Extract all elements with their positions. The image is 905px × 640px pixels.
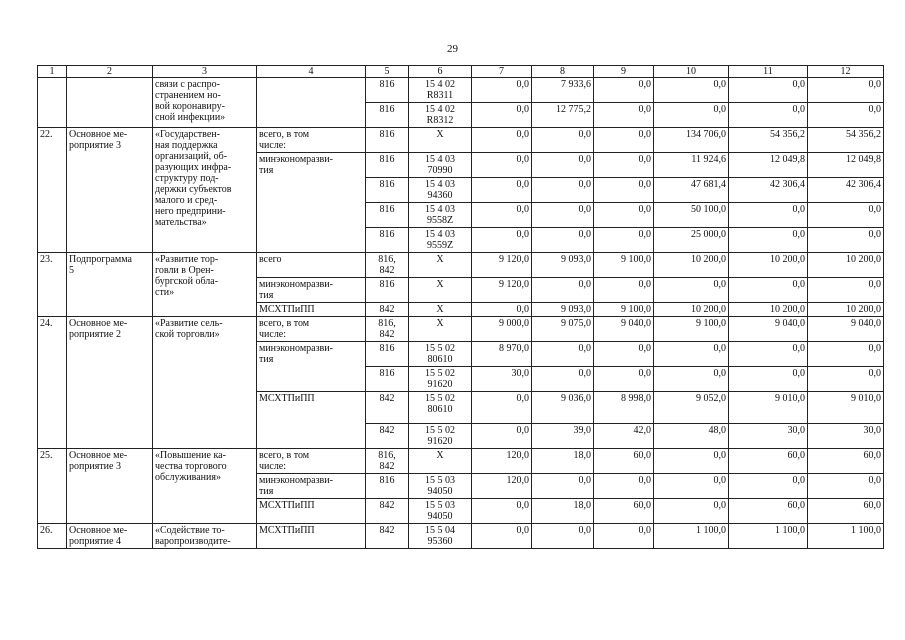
table-cell: 8 998,0 (594, 392, 654, 424)
table-cell: 0,0 (729, 228, 808, 253)
table-cell: 10 200,0 (729, 253, 808, 278)
table-cell: 9 075,0 (532, 317, 594, 342)
table-cell: 0,0 (594, 153, 654, 178)
table-row (38, 78, 884, 103)
table-cell: 0,0 (532, 342, 594, 367)
table-cell: 0,0 (729, 78, 808, 103)
table-cell: 1 100,0 (729, 524, 808, 549)
table-cell: 47 681,4 (654, 178, 729, 203)
table-cell: 0,0 (594, 203, 654, 228)
table-cell: 0,0 (808, 103, 884, 128)
table-cell: 0,0 (532, 178, 594, 203)
table-cell: 816 (366, 367, 409, 392)
table-row (38, 317, 884, 342)
table-cell: X (409, 278, 472, 303)
table-cell: 0,0 (654, 499, 729, 524)
table-cell: 18,0 (532, 449, 594, 474)
table-cell: 0,0 (472, 524, 532, 549)
table-cell: 15 5 02 91620 (409, 424, 472, 449)
table-cell: 816 (366, 153, 409, 178)
table-cell: 48,0 (654, 424, 729, 449)
table-cell: 23. (38, 253, 67, 317)
table-cell: Основное ме- роприятие 4 (67, 524, 153, 549)
table-cell: 120,0 (472, 474, 532, 499)
table-cell: 0,0 (472, 103, 532, 128)
table-row (38, 253, 884, 278)
table-cell: 9 120,0 (472, 253, 532, 278)
column-header: 5 (366, 66, 409, 78)
table-cell: 54 356,2 (729, 128, 808, 153)
table-cell: 50 100,0 (654, 203, 729, 228)
table-cell: 816 (366, 78, 409, 103)
table-cell: X (409, 449, 472, 474)
column-header: 7 (472, 66, 532, 78)
table-cell: 816, 842 (366, 317, 409, 342)
table-cell: 42 306,4 (729, 178, 808, 203)
table-cell: 0,0 (654, 278, 729, 303)
table-cell: 816 (366, 103, 409, 128)
table-cell: 816 (366, 178, 409, 203)
table-cell: 0,0 (808, 228, 884, 253)
table-cell: 54 356,2 (808, 128, 884, 153)
table-cell: 0,0 (532, 474, 594, 499)
column-header: 4 (257, 66, 366, 78)
table-cell: 15 5 03 94050 (409, 474, 472, 499)
table-cell: МСХТПиПП (257, 524, 366, 549)
table-cell: 9 036,0 (532, 392, 594, 424)
table-cell: 816 (366, 278, 409, 303)
table-cell: 0,0 (472, 499, 532, 524)
table-cell: 0,0 (594, 367, 654, 392)
table-cell: 15 5 04 95360 (409, 524, 472, 549)
table-cell: 0,0 (532, 153, 594, 178)
table-cell: 9 100,0 (594, 303, 654, 317)
table-cell: 12 049,8 (729, 153, 808, 178)
table-cell: 30,0 (472, 367, 532, 392)
table-cell: 0,0 (594, 524, 654, 549)
table-cell: 60,0 (729, 499, 808, 524)
table-cell: 10 200,0 (808, 303, 884, 317)
table-cell (38, 78, 67, 128)
table-cell: «Развитие тор- говли в Орен- бургской обла- сти» (153, 253, 257, 317)
column-header: 6 (409, 66, 472, 78)
table-cell: «Развитие сель- ской торговли» (153, 317, 257, 449)
column-header: 1 (38, 66, 67, 78)
table-cell: 0,0 (654, 474, 729, 499)
table-cell: 10 200,0 (654, 303, 729, 317)
table-cell: 816 (366, 203, 409, 228)
table-cell: 30,0 (808, 424, 884, 449)
table-cell: 7 933,6 (532, 78, 594, 103)
table-cell: всего, в том числе: (257, 128, 366, 153)
table-cell: X (409, 317, 472, 342)
header-row (38, 66, 884, 78)
table-cell: X (409, 253, 472, 278)
table-cell: 60,0 (808, 499, 884, 524)
table-cell: 0,0 (472, 178, 532, 203)
table-cell: минэкономразви- тия (257, 278, 366, 303)
table-cell: 0,0 (654, 103, 729, 128)
table-cell: 10 200,0 (654, 253, 729, 278)
table-cell: 18,0 (532, 499, 594, 524)
table-cell: 0,0 (654, 342, 729, 367)
table-cell: 0,0 (532, 203, 594, 228)
table-cell: 0,0 (808, 342, 884, 367)
table-cell: 15 5 03 94050 (409, 499, 472, 524)
table-cell: 0,0 (472, 392, 532, 424)
table-cell: «Государствен- ная поддержка организаций, об- разующих инфра- структуру под- держки субъектов малого и сред- него предприни- мательства» (153, 128, 257, 253)
table-cell: 0,0 (729, 103, 808, 128)
column-header: 3 (153, 66, 257, 78)
table-cell: 816 (366, 128, 409, 153)
table-cell: 816, 842 (366, 449, 409, 474)
table-cell: всего (257, 253, 366, 278)
table-cell: 60,0 (594, 499, 654, 524)
table-cell: 0,0 (594, 278, 654, 303)
table-cell: 0,0 (472, 153, 532, 178)
table-cell: 11 924,6 (654, 153, 729, 178)
table-body (38, 78, 884, 549)
table-cell: 10 200,0 (729, 303, 808, 317)
table-cell: 816, 842 (366, 253, 409, 278)
table-cell: 0,0 (472, 203, 532, 228)
table-cell: 0,0 (808, 78, 884, 103)
table-cell: 60,0 (729, 449, 808, 474)
column-header: 8 (532, 66, 594, 78)
table-cell: 842 (366, 499, 409, 524)
table-cell: связи с распро- странением но- вой коронавиру- сной инфекции» (153, 78, 257, 128)
table-cell: 0,0 (594, 228, 654, 253)
table-cell: X (409, 303, 472, 317)
table-row (38, 449, 884, 474)
table-cell: Основное ме- роприятие 3 (67, 449, 153, 524)
table-cell: 9 100,0 (654, 317, 729, 342)
table-cell (257, 78, 366, 128)
table-cell: 0,0 (808, 278, 884, 303)
table-cell: МСХТПиПП (257, 303, 366, 317)
table-cell: 15 4 02 R8311 (409, 78, 472, 103)
table-cell: «Повышение ка- чества торгового обслуживания» (153, 449, 257, 524)
table-cell: 9 093,0 (532, 303, 594, 317)
table-cell: 9 040,0 (594, 317, 654, 342)
table-cell: 134 706,0 (654, 128, 729, 153)
table-cell: 0,0 (472, 424, 532, 449)
table-cell: 15 5 02 80610 (409, 342, 472, 367)
table-cell (67, 78, 153, 128)
table-cell: 0,0 (594, 78, 654, 103)
table-cell: 0,0 (532, 367, 594, 392)
table-cell: 0,0 (472, 303, 532, 317)
table-cell: 9 040,0 (808, 317, 884, 342)
table-cell: 15 5 02 91620 (409, 367, 472, 392)
table-row (38, 128, 884, 153)
table-cell: 0,0 (729, 342, 808, 367)
table-cell: минэкономразви- тия (257, 342, 366, 392)
table-cell: 9 100,0 (594, 253, 654, 278)
table-cell: 9 120,0 (472, 278, 532, 303)
table-cell: минэкономразви- тия (257, 153, 366, 253)
table-cell: 25 000,0 (654, 228, 729, 253)
table-row (38, 524, 884, 549)
table-cell: 816 (366, 228, 409, 253)
table-cell: МСХТПиПП (257, 392, 366, 449)
table-cell: 0,0 (594, 474, 654, 499)
table-cell: Основное ме- роприятие 2 (67, 317, 153, 449)
table-cell: 0,0 (594, 178, 654, 203)
column-header: 10 (654, 66, 729, 78)
table-cell: 15 4 03 94360 (409, 178, 472, 203)
table-cell: всего, в том числе: (257, 317, 366, 342)
table-cell: 0,0 (729, 203, 808, 228)
column-header: 11 (729, 66, 808, 78)
table-cell: 30,0 (729, 424, 808, 449)
table-cell: 0,0 (808, 474, 884, 499)
table-cell: 842 (366, 424, 409, 449)
table-cell: 0,0 (472, 78, 532, 103)
table-cell: всего, в том числе: (257, 449, 366, 474)
table-cell: 0,0 (532, 278, 594, 303)
table-cell: 0,0 (654, 78, 729, 103)
table-cell: 24. (38, 317, 67, 449)
table-cell: 0,0 (654, 367, 729, 392)
table-cell: 22. (38, 128, 67, 253)
table-cell: 0,0 (808, 367, 884, 392)
table-cell: 0,0 (472, 228, 532, 253)
table-cell: 0,0 (532, 524, 594, 549)
table-cell: 15 4 03 70990 (409, 153, 472, 178)
column-header: 12 (808, 66, 884, 78)
table-cell: 842 (366, 524, 409, 549)
table-cell: 9 000,0 (472, 317, 532, 342)
table-cell: 0,0 (594, 103, 654, 128)
table-cell: 0,0 (532, 228, 594, 253)
table-cell: 42,0 (594, 424, 654, 449)
table-cell: 0,0 (654, 449, 729, 474)
table-cell: X (409, 128, 472, 153)
table-cell: 9 093,0 (532, 253, 594, 278)
table-cell: Подпрограмма 5 (67, 253, 153, 317)
table-cell: 8 970,0 (472, 342, 532, 367)
table-cell: «Содействие то- варопроизводите- (153, 524, 257, 549)
table-cell: 15 5 02 80610 (409, 392, 472, 424)
table-cell: 0,0 (532, 128, 594, 153)
table-cell: 42 306,4 (808, 178, 884, 203)
table-cell: 10 200,0 (808, 253, 884, 278)
table-cell: 0,0 (808, 203, 884, 228)
table-cell: 1 100,0 (808, 524, 884, 549)
budget-table (37, 65, 884, 549)
table-cell: 1 100,0 (654, 524, 729, 549)
table-cell: 39,0 (532, 424, 594, 449)
table-cell: 25. (38, 449, 67, 524)
column-header: 9 (594, 66, 654, 78)
table-cell: 842 (366, 392, 409, 424)
table-cell: минэкономразви- тия (257, 474, 366, 499)
table-cell: 0,0 (729, 278, 808, 303)
table-cell: 15 4 03 9559Z (409, 228, 472, 253)
table-cell: 60,0 (808, 449, 884, 474)
table-cell: 60,0 (594, 449, 654, 474)
table-cell: 842 (366, 303, 409, 317)
table-cell: 9 010,0 (808, 392, 884, 424)
page-number: 29 (447, 43, 458, 55)
table-cell: 0,0 (729, 474, 808, 499)
table-cell: МСХТПиПП (257, 499, 366, 524)
column-header: 2 (67, 66, 153, 78)
table-cell: 12 775,2 (532, 103, 594, 128)
table-cell: 9 052,0 (654, 392, 729, 424)
table-cell: 26. (38, 524, 67, 549)
table-cell: 0,0 (729, 367, 808, 392)
table-cell: Основное ме- роприятие 3 (67, 128, 153, 253)
table-cell: 15 4 02 R8312 (409, 103, 472, 128)
table-cell: 15 4 03 9558Z (409, 203, 472, 228)
table-cell: 816 (366, 474, 409, 499)
table-cell: 816 (366, 342, 409, 367)
table-cell: 9 040,0 (729, 317, 808, 342)
table-cell: 9 010,0 (729, 392, 808, 424)
table-cell: 12 049,8 (808, 153, 884, 178)
table-cell: 0,0 (472, 128, 532, 153)
table-cell: 0,0 (594, 128, 654, 153)
table-cell: 120,0 (472, 449, 532, 474)
table-cell: 0,0 (594, 342, 654, 367)
